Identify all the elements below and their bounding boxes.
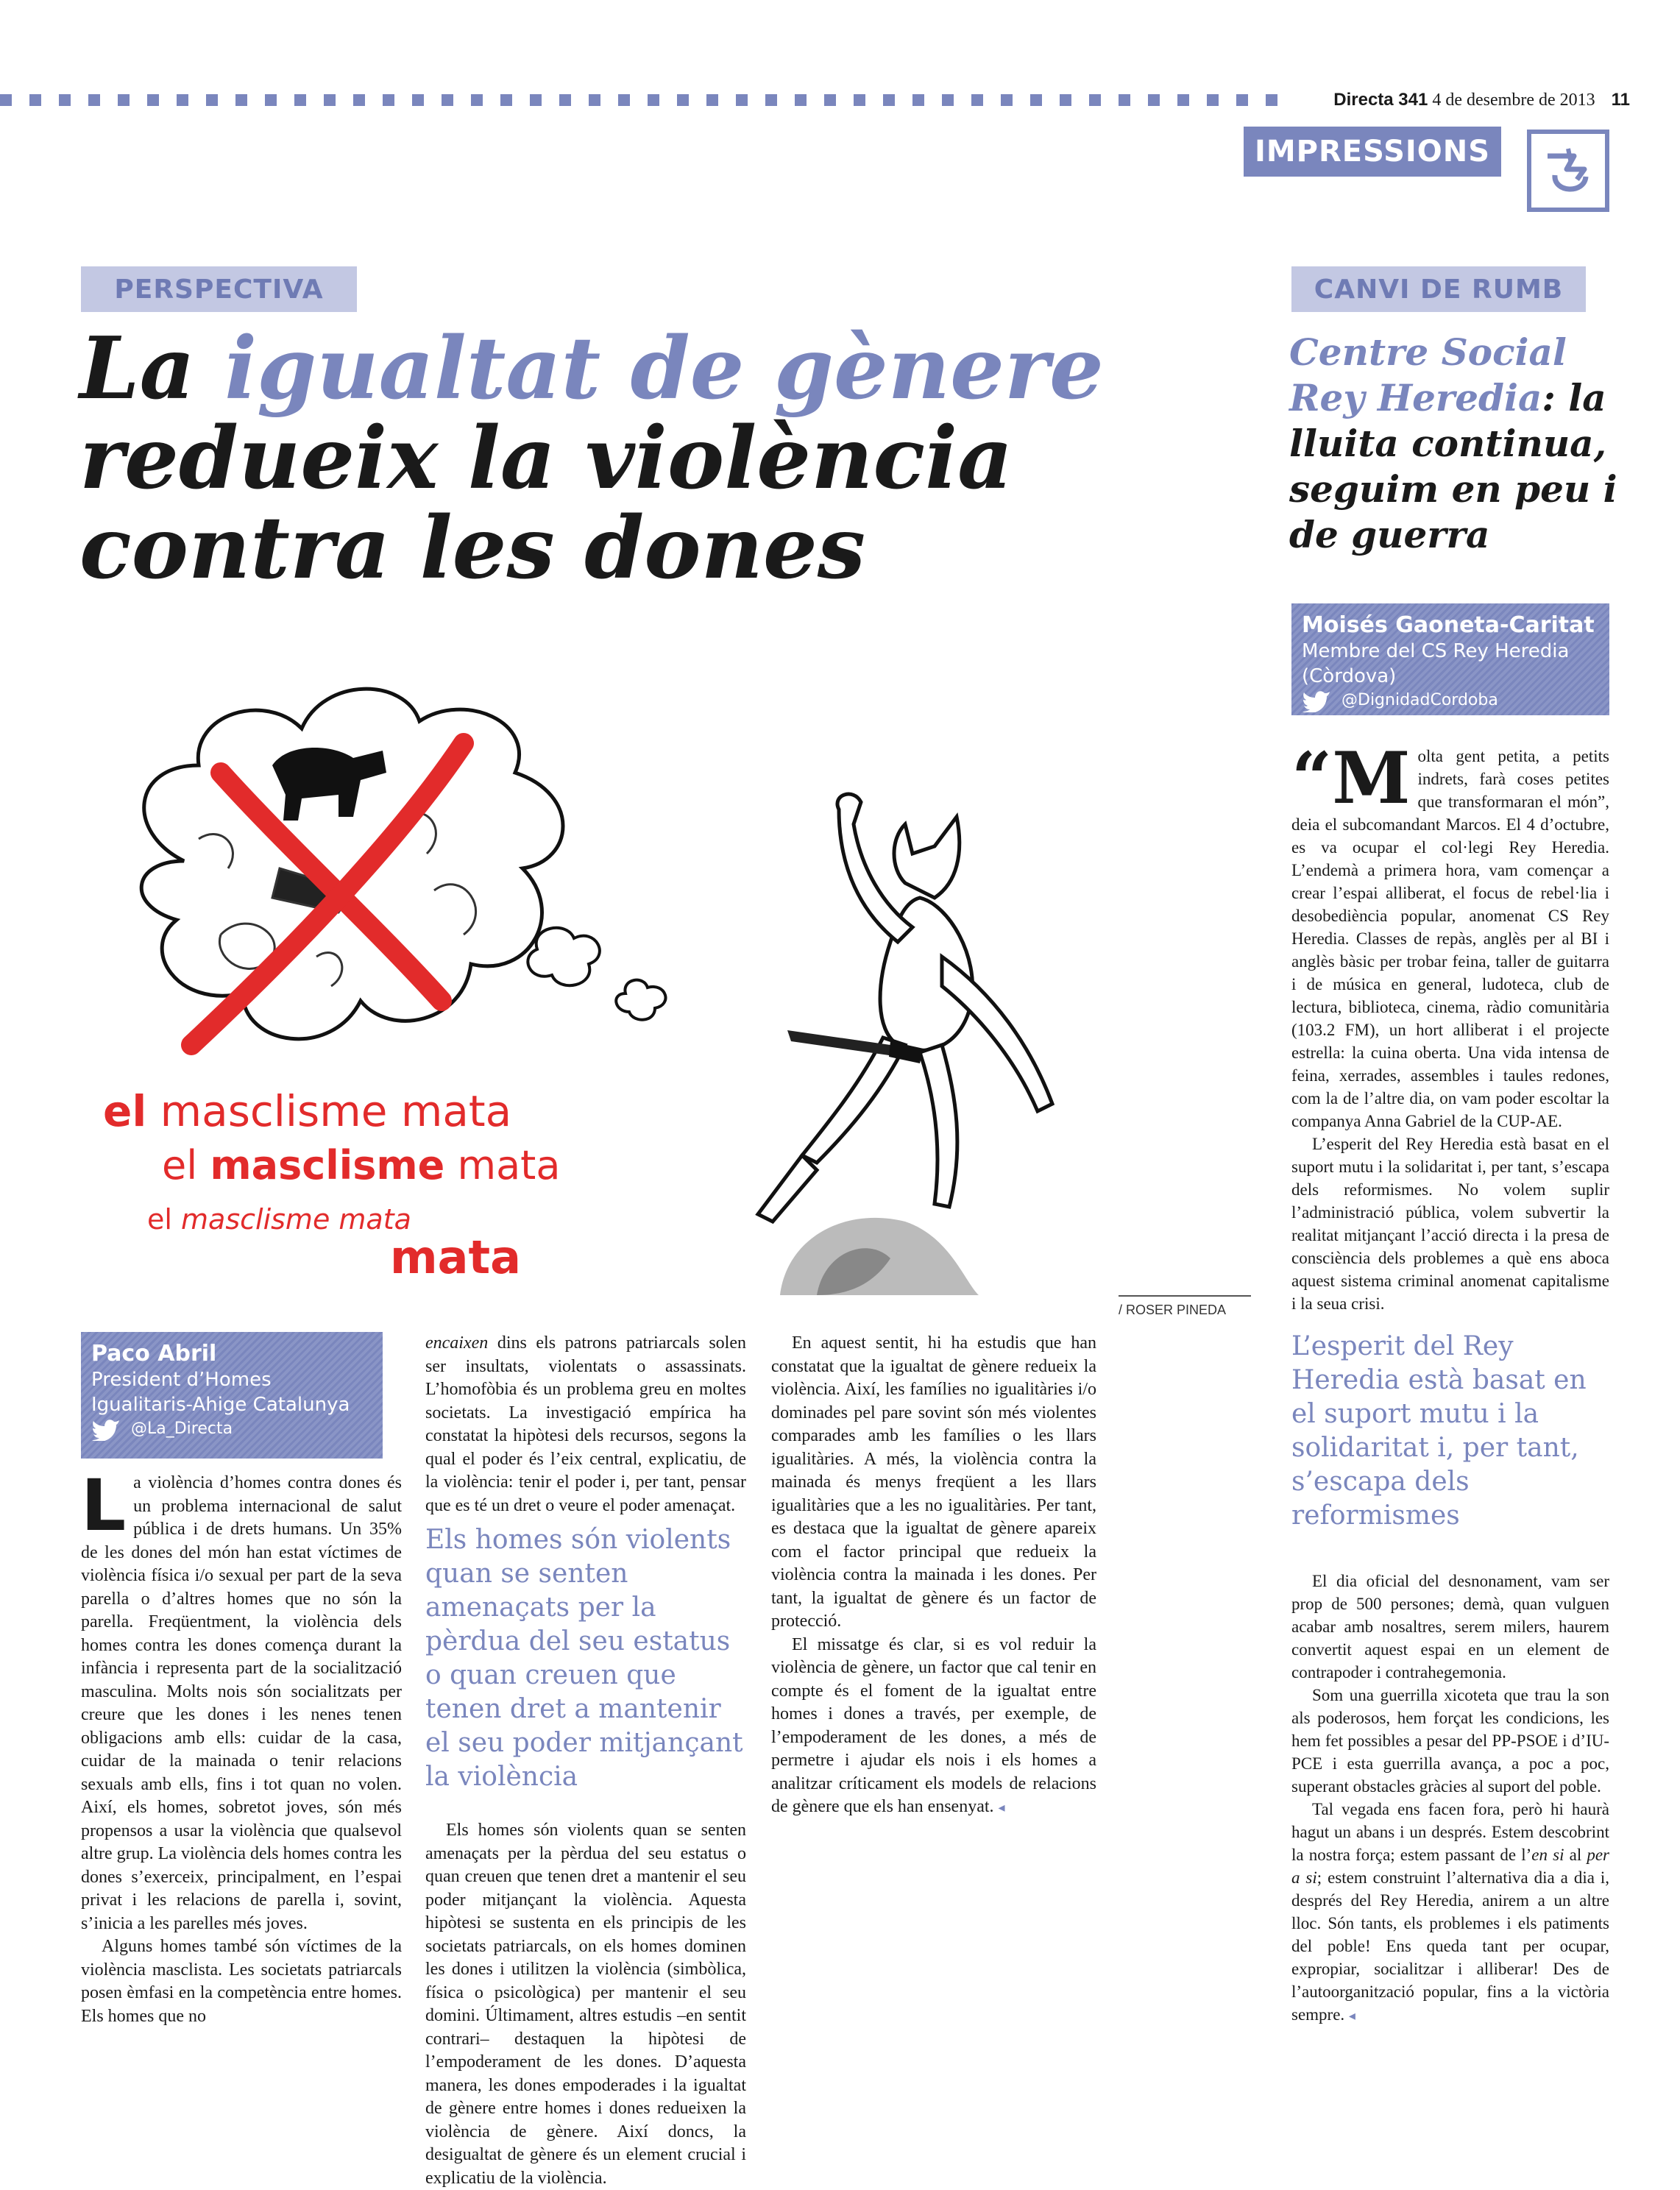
main-dropcap: L	[81, 1464, 127, 1547]
illustration	[96, 648, 1155, 1295]
slogan-line-3: el masclisme mata	[147, 1203, 411, 1236]
twitter-bird-icon	[91, 1417, 121, 1441]
side-paragraph-4: Som una guerrilla xicoteta que trau la son als poderosos, hem forçat les condicions, les hem fet possibles a pesar del PP-PSOE i d’IU-PCE i esta guerrilla avança, a poc a poc, superant obstacles gràcies al suport del poble.	[1291, 1686, 1609, 1796]
author-name: Paco Abril	[91, 1341, 217, 1367]
slogan-line-2: el masclisme mata	[162, 1142, 561, 1188]
page-number: 11	[1611, 90, 1630, 110]
illustration-slogan	[103, 1086, 560, 1284]
side-author-handle-row	[1302, 689, 1599, 712]
main-column-1	[81, 1464, 402, 2028]
headline-accent: igualtat de gènere	[224, 319, 1104, 419]
side-paragraph-2: L’esperit del Rey Heredia està basat en el suport mutu i la solidaritat i, per tant, s’escapa dels reformismes. No volem suplir l’administració pública, volem subvertir la realitat mitjançant l’acció directa i la presa de consciència dels problemes a què ens aboca aquest sistema criminal anomenat capitalisme i la seua crisi.	[1291, 1135, 1609, 1313]
main-paragraph-5: El missatge és clar, si es vol reduir la violència de gènere, un factor que cal tenir en compte és el foment de la igualtat entre homes i dones a través, per exemple, de l’empoderament de les dones, a més de permetre i ajudar els nois i els homes a analitzar críticament els models de relacions de gènere que els han ensenyat. ◂	[771, 1634, 1096, 1816]
side-pullquote: L’esperit del Rey Heredia està basat en el suport mutu i la solidaritat i, per tant, s’escapa dels reformismes	[1291, 1331, 1587, 1531]
main-pullquote: Els homes són violents quan se senten amenaçats per la pèrdua del seu estatus o quan creuen que tenen dret a mantenir el seu poder mitjançant la violència	[425, 1525, 743, 1792]
side-paragraph-3: El dia oficial del desnonament, vam ser prop de 500 persones; demà, quan vulguen acabar amb nosaltres, serem milers, haurem convertit aquest espai en un element de contrapoder i contrahegemonia.	[1291, 1572, 1609, 1682]
headline-rest: redueix la violència contra les dones	[79, 408, 1013, 598]
main-paragraph-2-cont: encaixen dins els patrons patriarcals solen ser insultats, violentats o assassinats. L’homofòbia és un problema greu en moltes societats. La investigació empírica ha constatat la hipòtesi dels recursos, segons la qual el poder és l’eix central, explicatiu, de la violència: tenir el poder i, per tant, pensar que es té un dret o veure el poder amenaçat.	[425, 1333, 746, 1515]
slogan-line-1: el masclisme mata	[103, 1086, 512, 1136]
section-label: IMPRESSIONS	[1244, 127, 1501, 177]
horned-figure	[758, 794, 1052, 1295]
twitter-bird-icon	[1302, 689, 1331, 712]
side-headline-accent: Centre Social Rey Heredia	[1289, 330, 1567, 419]
author-handle: @La_Directa	[131, 1420, 233, 1438]
main-headline	[79, 319, 1161, 598]
photo-credit: / ROSER PINEDA	[1119, 1295, 1251, 1318]
author-handle-row	[91, 1417, 372, 1441]
side-paragraph-1: “M olta gent petita, a petits indrets, farà coses petites que transformaran el món”, deia el subcomandant Marcos. El 4 d’octubre, es va ocupar el col·legi Rey Heredia. L’endemà a primera hora, vam començar a crear l’espai alliberat, el focus de rebel·lia i desobediència popular, anomenat CS Rey Heredia. Classes de repàs, anglès per al BI i anglès bàsic per trobar feina, taller de guitarra i de música en general, ludoteca, club de lectura, biblioteca, cinema, ràdio comunitària (103.2 FM), un hort alliberat i el projecte estrella: la cuina oberta. Una vida intensa de feina, xerrades, assembles i taules redones, com la de l’altre dia, on vam poder escoltar la companya Anna Gabriel de la CUP-AE.	[1291, 737, 1609, 1130]
smoke-puffs	[528, 928, 665, 1020]
side-author-box	[1291, 603, 1609, 715]
issue-date: 4 de desembre de 2013	[1432, 91, 1595, 110]
author-role: President d’Homes Igualitaris-Ahige Catalunya	[91, 1369, 350, 1416]
thought-cloud	[141, 689, 563, 1039]
side-headline	[1289, 330, 1620, 558]
main-column-3	[771, 1332, 1096, 1820]
slogan-line-4: mata	[390, 1230, 521, 1284]
side-column	[1291, 737, 1610, 2027]
end-mark-icon: ◂	[1348, 2008, 1355, 2023]
main-paragraph-3: Els homes són violents quan se senten amenaçats per la pèrdua del seu estatus o quan creuen que tenen dret a mantenir el seu poder mitjançant la violència. Aquesta hipòtesi se sustenta en els principis de les societats patriarcals, on els homes dominen les dones i utilitzen la violència (simbòlica, física o psicològica) per mantenir el seu domini. Últimament, altres estudis –en sentit contrari– destaquen la hipòtesi de l’empoderament de les dones. D’aquesta manera, les dones empoderades i la igualtat de gènere entre homes i dones redueixen la violència de gènere. Així doncs, la desigualtat de gènere és un element crucial i explicatiu de la violència.	[425, 1821, 746, 2188]
headline-lead: La	[79, 319, 225, 419]
end-mark-icon: ◂	[998, 1800, 1005, 1815]
main-column-2	[425, 1332, 746, 2190]
side-paragraph-5: Tal vegada ens facen fora, però hi haurà hagut un abans i un després. Estem descobrint la nostra força; estem passant de l’en si al per a si; estem construint l’alternativa dia a dia i, després del Rey Heredia, anirem a un altre lloc. Són tants, els problemes i els patiments del poble! Ens queda tant per ocupar, expropiar, socialitzar i alliberar! Des de l’autoorganització popular, fins a la victòria sempre. ◂	[1291, 1800, 1610, 2024]
section-logo-icon	[1527, 130, 1609, 212]
side-dropcap: “M	[1291, 737, 1411, 820]
main-paragraph-1: La violència d’homes contra dones és un problema internacional de salut pública i de drets humans. Un 35% de les dones del món han estat víctimes de violència física i/o sexual per part de la seva parella o d’altres homes que no són la parella. Freqüentment, la violència dels homes contra les dones comença durant la infància i representa part de la socialització masculina. Molts nois són socialitzats per creure que les dones i les nenes tenen obligacions amb ells: cuidar de la casa, cuidar de la mainada o tenir relacions sexuals amb ells, fins i tot quan no volen. Així, els homes, sobretot joves, són més propensos a usar la violència que qualsevol altre grup. La violència dels homes contra les dones s’exerceix, principalment, en l’espai privat i les relacions de parella i, sovint, s’inicia a les parelles més joves.	[81, 1464, 402, 1933]
main-section-tag: PERSPECTIVA	[81, 266, 357, 312]
side-author-name: Moisés Gaoneta-Caritat	[1302, 612, 1595, 638]
side-author-role: Membre del CS Rey Heredia (Còrdova)	[1302, 640, 1570, 687]
side-headline-rest: : la lluita continua, seguim en peu i de guerra	[1289, 376, 1617, 556]
publication-name: Directa 341	[1333, 90, 1428, 110]
main-paragraph-2: Alguns homes també són víctimes de la violència masclista. Les societats patriarcals posen èmfasi en la competència entre homes. Els homes que no	[81, 1937, 402, 2026]
side-author-handle: @DignidadCordoba	[1341, 691, 1498, 709]
side-section-tag: CANVI DE RUMB	[1291, 266, 1586, 312]
main-paragraph-4: En aquest sentit, hi ha estudis que han constatat que la igualtat de gènere redueix la violència. Així, les famílies no igualitàries i/o dominades pel pare sovint són més violentes comparades amb les famílies o les llars igualitàries. A més, la violència contra la mainada és menys freqüent a les llars igualitàries que a les no igualitàries. Per tant, es destaca que la igualtat de gènere apareix com el factor principal que redueix la violència contra la mainada i les dones. Per tant, la igualtat de gènere és un factor de protecció.	[771, 1333, 1096, 1631]
bull-figure	[272, 748, 386, 821]
header-dash-rule	[0, 94, 1291, 106]
main-author-box	[81, 1332, 383, 1459]
folio	[1333, 90, 1630, 110]
